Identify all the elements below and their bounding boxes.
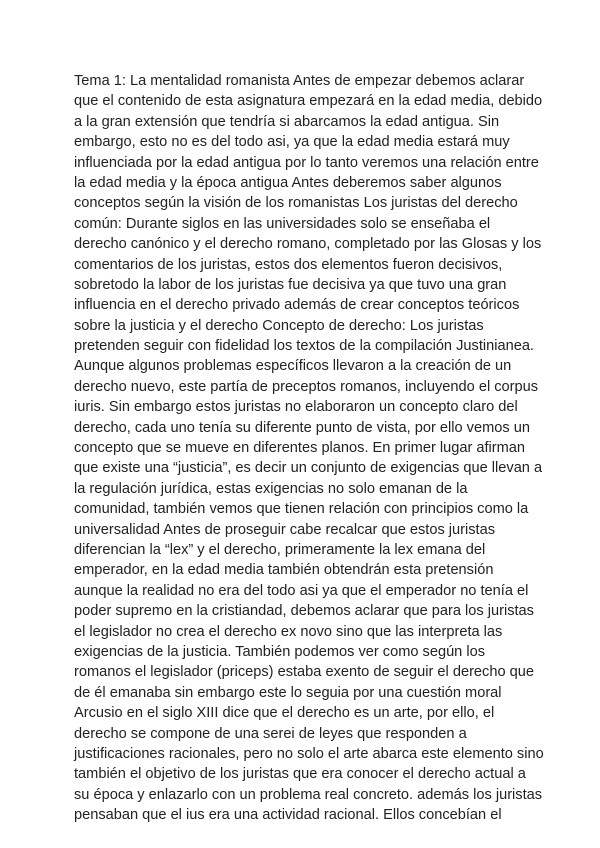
text-line: diferencian la “lex” y el derecho, primeramente la lex emana del: [74, 541, 486, 558]
text-line: pretenden seguir con fidelidad los textos de la compilación Justinianea.: [74, 338, 534, 355]
text-line: sobretodo la labor de los juristas fue decisiva ya que tuvo una gran: [74, 276, 507, 293]
text-line: romanos el legislador (priceps) estaba exento de seguir el derecho que: [74, 664, 534, 681]
text-line: embargo, esto no es del todo asi, ya que la edad media estará muy: [74, 134, 510, 151]
text-line: comentarios de los juristas, estos dos elementos fueron decisivos,: [74, 256, 503, 273]
text-line: influenciada por la edad antigua por lo tanto veremos una relación entre: [74, 154, 539, 171]
text-line: el legislador no crea el derecho ex novo sino que las interpreta las: [74, 623, 503, 640]
text-line: su época y enlazarlo con un problema real concreto. además los juristas: [74, 786, 543, 803]
text-line: Aunque algunos problemas específicos llevaron a la creación de un: [74, 358, 512, 375]
text-line: exigencias de la justicia. También podemos ver como según los: [74, 643, 486, 660]
text-line: iuris. Sin embargo estos juristas no elaboraron un concepto claro del: [74, 399, 518, 416]
body-text: [74, 71, 544, 825]
text-line: Arcusio en el siglo XIII dice que el derecho es un arte, por ello, el: [74, 705, 495, 722]
text-line: derecho se compone de una serei de leyes que responden a: [74, 725, 467, 742]
text-line: emperador, en la edad media también obtendrán esta pretensión: [74, 562, 494, 579]
text-line: pensaban que el ius era una actividad racional. Ellos concebían el: [74, 807, 502, 824]
text-line: que el contenido de esta asignatura empezará en la edad media, debido: [74, 93, 543, 110]
text-line: Tema 1: La mentalidad romanista Antes de empezar debemos aclarar: [74, 73, 525, 89]
text-line: que existe una “justicia”, es decir un conjunto de exigencias que llevan a: [74, 460, 543, 477]
text-line: también el objetivo de los juristas que era conocer el derecho actual a: [74, 766, 526, 783]
text-line: aunque la realidad no era del todo asi ya que el emperador no tenía el: [74, 582, 529, 599]
text-line: derecho, cada uno tenía su diferente punto de vista, por ello vemos un: [74, 419, 530, 436]
text-line: conceptos según la visión de los romanistas Los juristas del derecho: [74, 195, 518, 212]
text-line: justificaciones racionales, pero no solo el arte abarca este elemento sino: [74, 745, 544, 762]
text-line: sobre la justicia y el derecho Concepto de derecho: Los juristas: [74, 317, 484, 334]
text-line: universalidad Antes de proseguir cabe recalcar que estos juristas: [74, 521, 496, 538]
text-line: comunidad, también vemos que tienen relación con principios como la: [74, 501, 529, 518]
text-line: común: Durante siglos en las universidades solo se enseñaba el: [74, 215, 491, 232]
text-line: la regulación jurídica, estas exigencias no solo emanan de la: [74, 480, 468, 497]
text-line: de él emanaba sin embargo este lo seguia por una cuestión moral: [74, 684, 502, 701]
text-line: a la gran extensión que tendría si abarcamos la edad antigua. Sin: [74, 113, 500, 130]
text-line: derecho nuevo, este partía de preceptos romanos, incluyendo el corpus: [74, 378, 539, 395]
text-line: concepto que se mueve en diferentes planos. En primer lugar afirman: [74, 440, 526, 457]
text-line: poder supremo en la cristiandad, debemos aclarar que para los juristas: [74, 603, 534, 620]
text-line: la edad media y la época antigua Antes deberemos saber algunos: [74, 174, 502, 191]
text-line: influencia en el derecho privado además de crear conceptos teóricos: [74, 297, 520, 314]
text-line: derecho canónico y el derecho romano, completado por las Glosas y los: [74, 236, 542, 253]
